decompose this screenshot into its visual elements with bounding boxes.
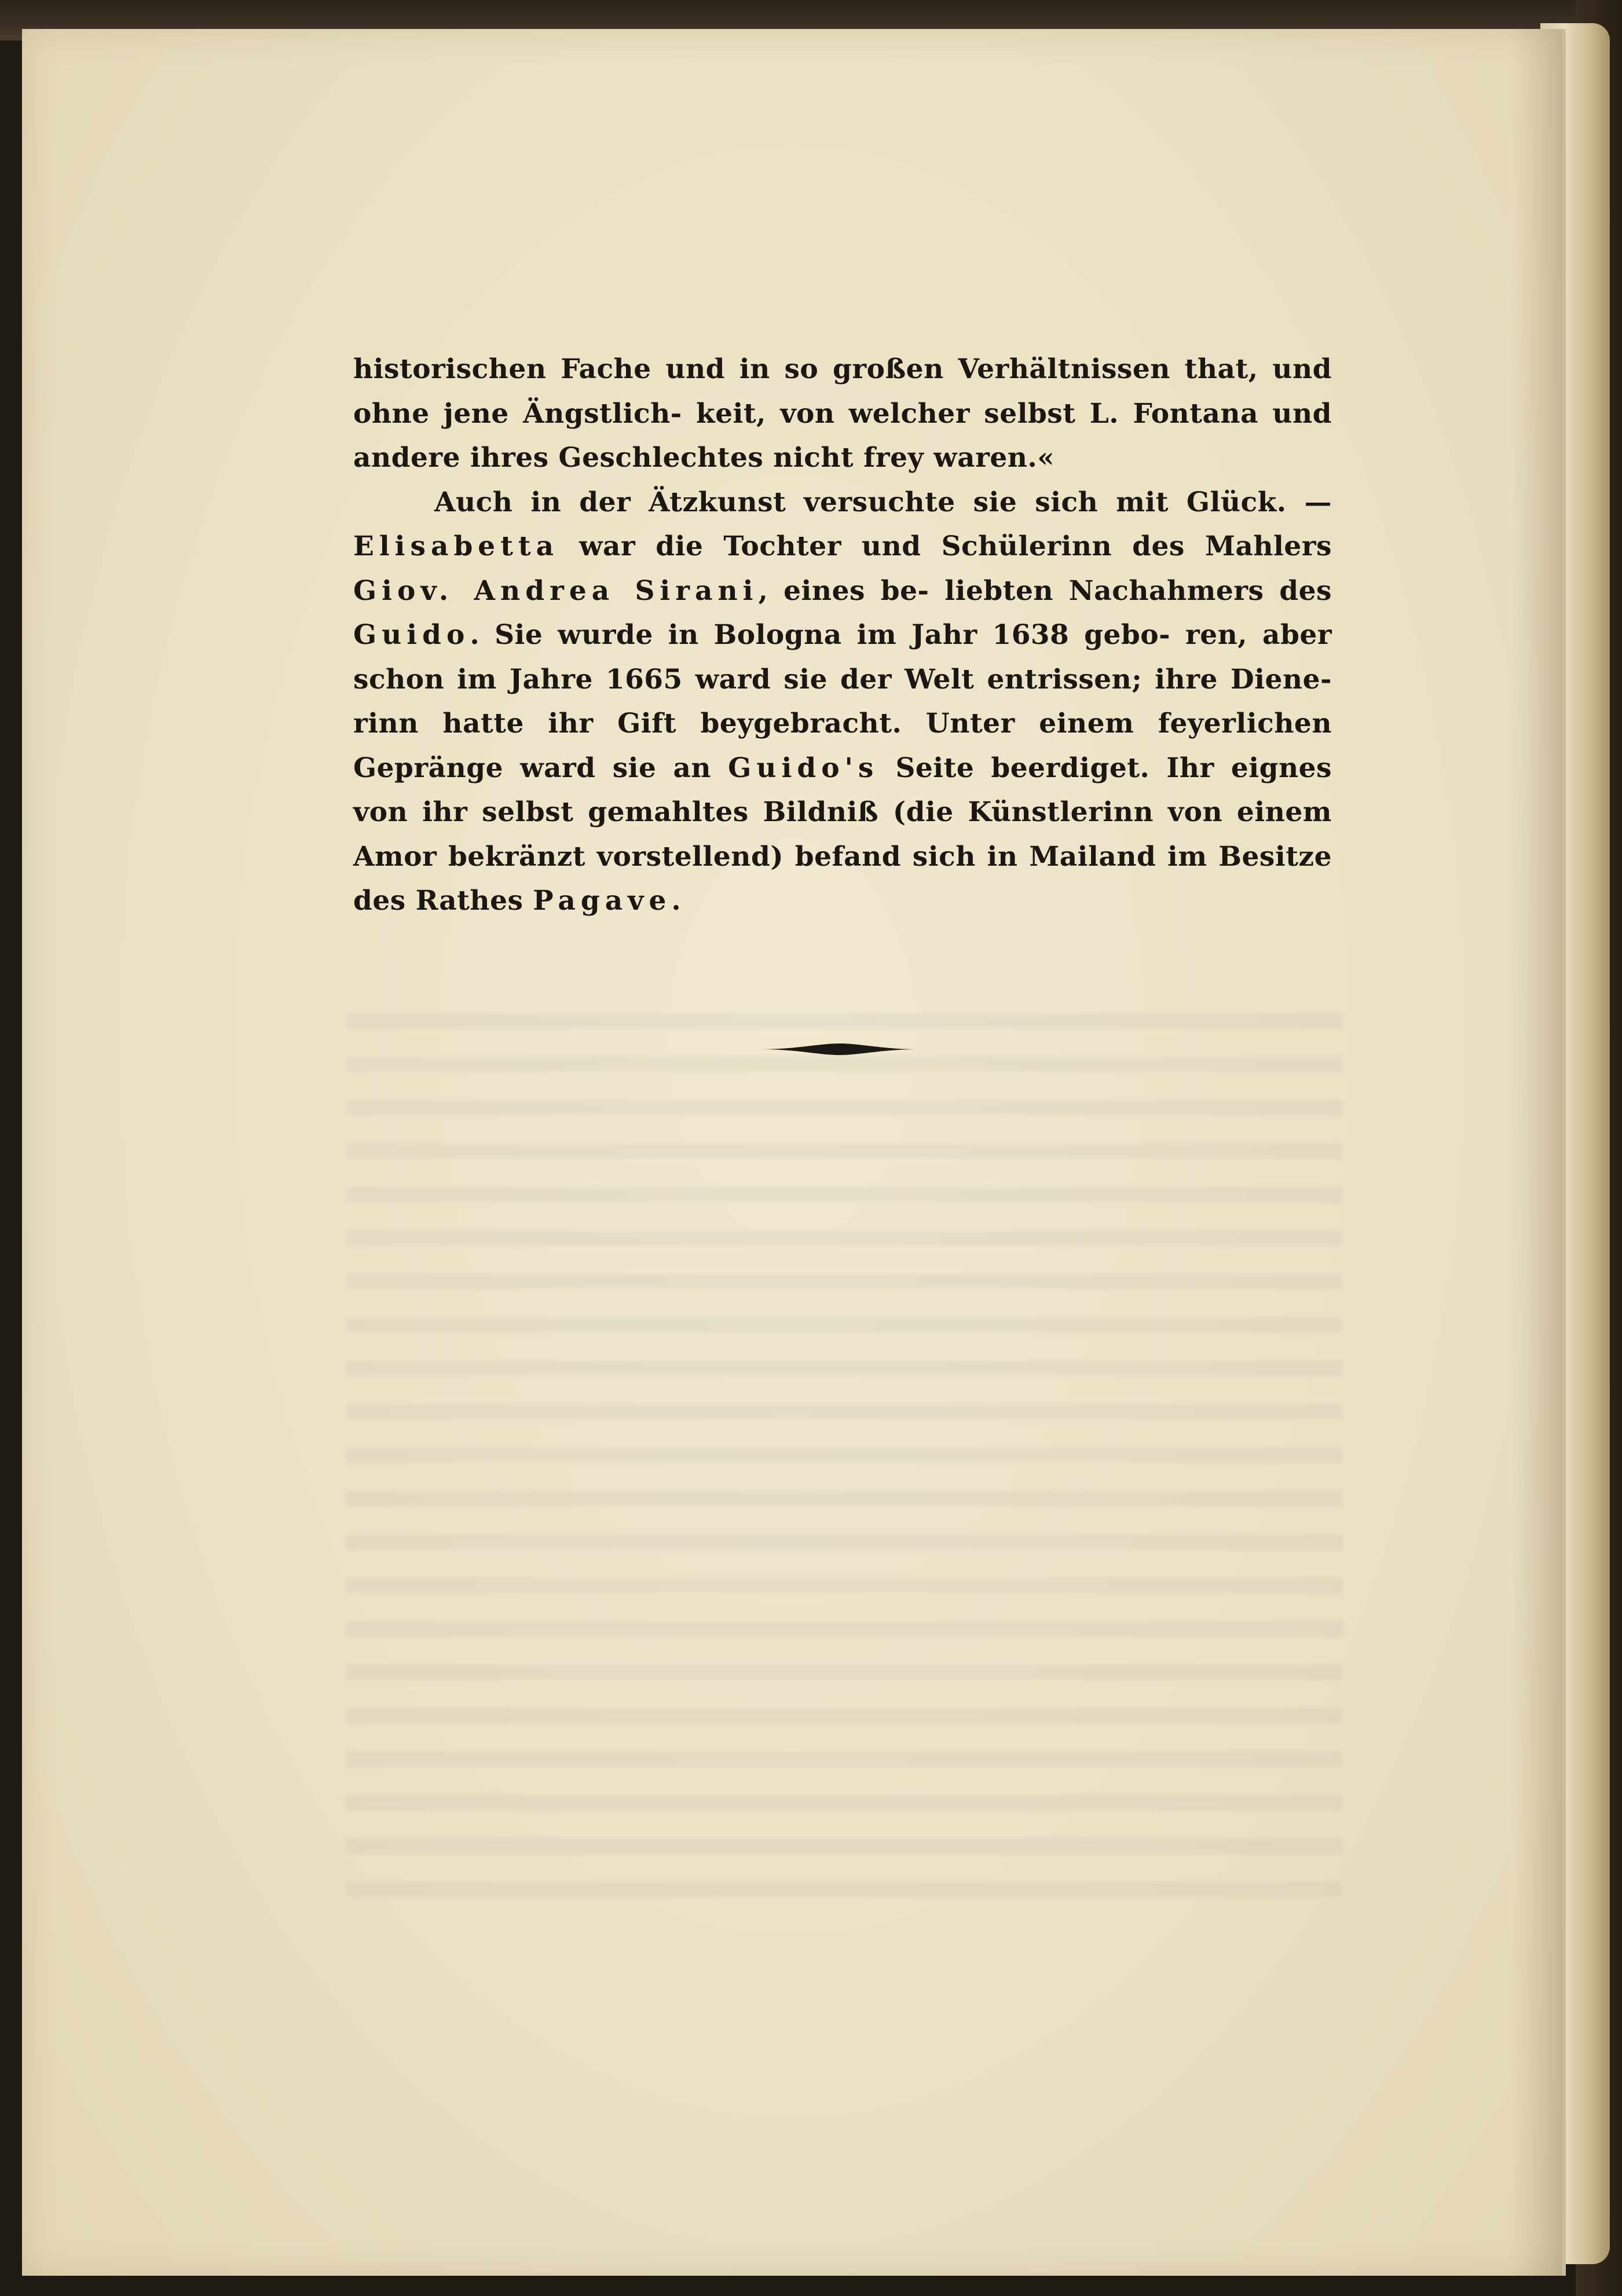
paragraph-2	[353, 481, 1332, 924]
line: war	[559, 530, 636, 562]
body-text	[353, 347, 1332, 924]
section-divider-icon	[761, 1042, 918, 1056]
line: .	[671, 885, 682, 917]
line: Besitze des Rathes	[353, 840, 1332, 917]
name-guidos: Guido's	[728, 752, 879, 784]
paragraph-1	[353, 347, 1332, 481]
name-guido: Guido	[353, 619, 470, 651]
line: . Sie wurde in Bologna im Jahr 1638 gebo-	[470, 619, 1171, 651]
line: Seite beerdiget. Ihr eignes von ihr selbst gemahltes Bildniß (die	[353, 752, 1332, 828]
name-pagave: Pagave	[533, 885, 672, 917]
line: waren.«	[933, 442, 1055, 474]
line: Auch in der Ätzkunst versuchte sie sich mit Glück. —	[434, 486, 1332, 518]
line: ren, aber schon im Jahre 1665 ward sie der Welt entrissen; ihre Diene-	[353, 619, 1332, 695]
name-elisabetta: Elisabetta	[353, 530, 559, 562]
line: liebten Nachahmers des	[944, 574, 1332, 607]
line: , eines be-	[758, 574, 929, 607]
spine-shadow	[1510, 29, 1562, 2276]
line: rinn hatte ihr Gift beygebracht. Unter einem feyerlichen Gepränge ward sie an	[353, 708, 1332, 784]
line: Künstlerinn von einem Amor bekränzt vorstellend) befand sich in Mailand im	[353, 796, 1332, 873]
show-through-text	[346, 996, 1342, 1923]
line: keit, von welcher selbst L. Fontana und andere ihres Geschlechtes nicht frey	[353, 397, 1332, 474]
line: die Tochter und Schülerinn des Mahlers	[656, 530, 1332, 562]
line: historischen Fache und in so großen Verhältnissen that, und ohne jene Ängstlich-	[353, 353, 1332, 430]
name-sirani: Giov. Andrea Sirani	[353, 574, 759, 607]
